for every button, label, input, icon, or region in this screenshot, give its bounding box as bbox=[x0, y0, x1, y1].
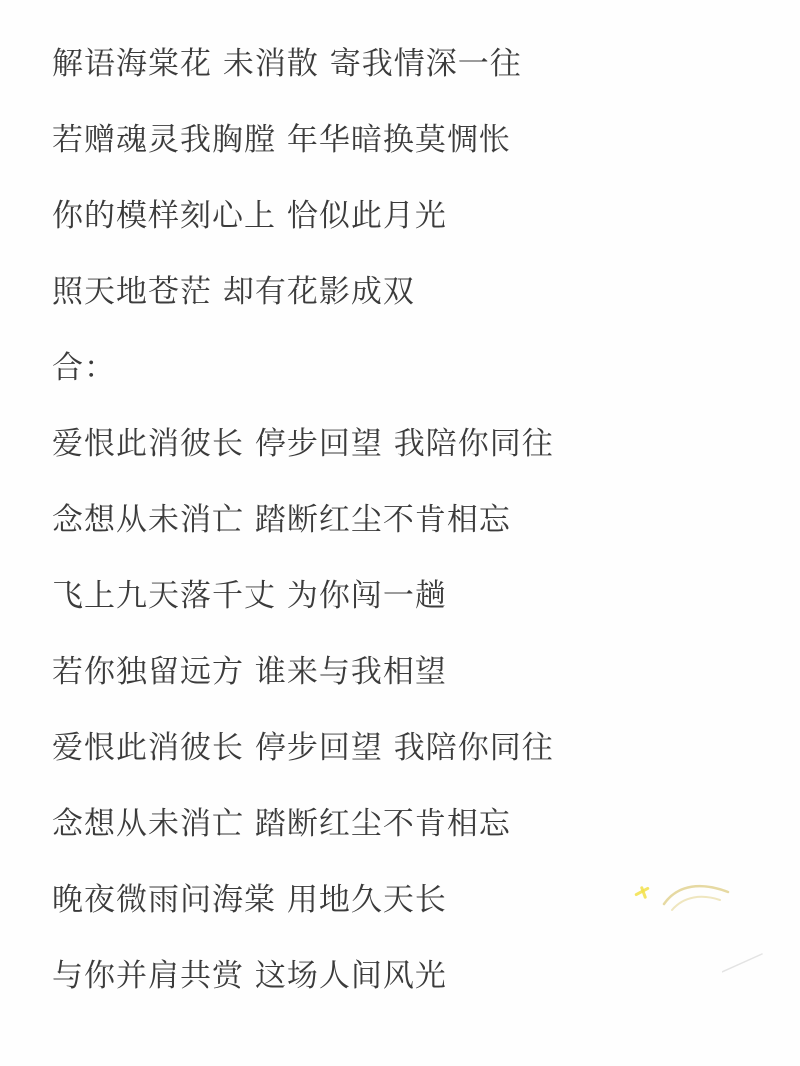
lyric-line: 晚夜微雨问海棠 用地久天长 bbox=[52, 882, 447, 918]
lyric-line: 爱恨此消彼长 停步回望 我陪你同往 bbox=[52, 730, 554, 766]
lyric-line: 你的模样刻心上 恰似此月光 bbox=[52, 198, 447, 234]
lyric-line: 若你独留远方 谁来与我相望 bbox=[52, 654, 447, 690]
lyric-section-label: 合： bbox=[52, 350, 116, 386]
lyric-line: 念想从未消亡 踏断红尘不肯相忘 bbox=[52, 502, 511, 538]
lyric-line: 飞上九天落千丈 为你闯一趟 bbox=[52, 578, 447, 614]
lyric-line: 解语海棠花 未消散 寄我情深一往 bbox=[52, 46, 522, 82]
lyric-line: 若赠魂灵我胸膛 年华暗换莫惆怅 bbox=[52, 122, 511, 158]
lyric-line: 照天地苍茫 却有花影成双 bbox=[52, 274, 415, 310]
lyric-line: 爱恨此消彼长 停步回望 我陪你同往 bbox=[52, 426, 554, 462]
lyric-line: 与你并肩共赏 这场人间风光 bbox=[52, 958, 447, 994]
lyric-line: 念想从未消亡 踏断红尘不肯相忘 bbox=[52, 806, 511, 842]
